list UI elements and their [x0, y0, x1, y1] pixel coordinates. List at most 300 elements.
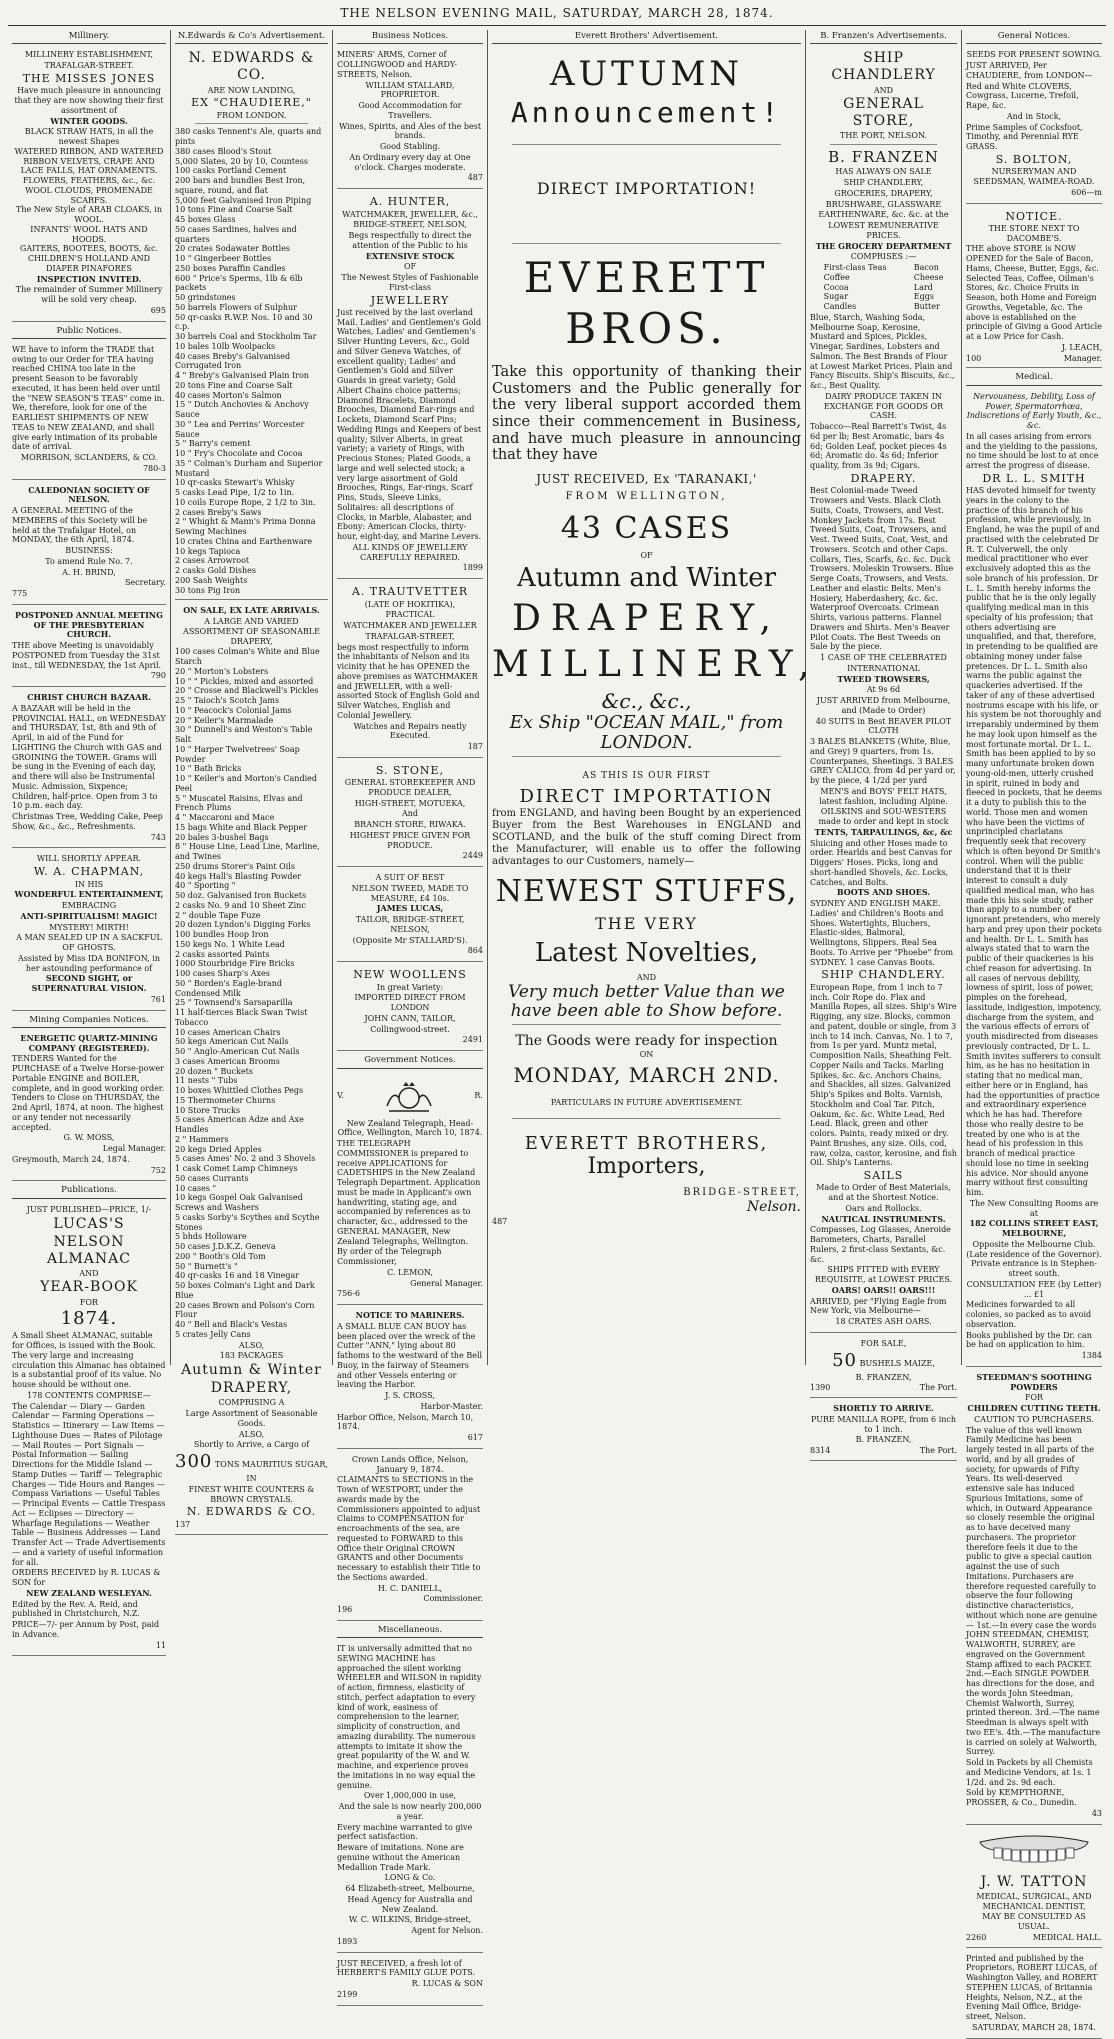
ad-line: A SUIT OF BEST — [375, 873, 445, 883]
ad-signature: B. FRANZEN, — [855, 1435, 912, 1445]
ad-line: TRAFALGAR-STREET, — [365, 631, 455, 641]
ad-line: PURE MANILLA ROPE, from 6 inch to 1 inch. — [810, 1414, 957, 1434]
ad-line: MILLINERY ESTABLISHMENT, — [24, 50, 154, 60]
list-item: 600 " Price's Sperms, 1lb & 6lb packets — [175, 273, 303, 293]
ad-line: Harbor Office, Nelson, March 10, 1874. — [337, 1412, 474, 1432]
list-item: 20 " Crosse and Blackwell's Pickles — [175, 686, 319, 696]
ad-line: Secretary. — [124, 578, 166, 588]
list-item: 45 boxes Glass — [175, 215, 236, 225]
ad-number: 137 — [175, 1519, 191, 1529]
address-line: BRIDGE-STREET, — [683, 1187, 801, 1199]
list-item: 10 " Gingerbeer Bottles — [175, 254, 272, 264]
everett-body: Take this opportunity of thanking their Customers and the Public generally for the very liberal support accorded them since their commencement in Business, and have much pleasure in announcing that they have — [492, 363, 801, 464]
list-item: 2 " Hammers — [175, 1134, 229, 1144]
steedman-advert — [966, 1370, 1102, 1825]
ad-line: Opposite the Melbourne Club. (Late residence of the Governor). Private entrance is in Stephen-street south. — [966, 1239, 1102, 1279]
ad-title: SAILS — [863, 1169, 904, 1183]
ad-line: SHIP CHANDLERY, — [843, 178, 924, 188]
ad-line: COMPRISES :— — [850, 252, 917, 262]
ad-title: N. EDWARDS & CO. — [188, 50, 315, 84]
ad-number: 2449 — [462, 851, 483, 861]
list-item: 1 cask Comet Lamp Chimneys — [175, 1164, 298, 1174]
ad-line: The Port. — [919, 1446, 957, 1456]
ad-line: 1 CASE OF THE CELEBRATED — [820, 653, 947, 663]
list-item: Eggs — [913, 292, 934, 302]
bazaar-notice — [12, 690, 166, 848]
lucas-tailor-advert — [337, 870, 483, 962]
list-item: 100 cases Sharp's Axes — [175, 969, 270, 979]
ad-line: Oars and Rollocks. — [845, 1203, 922, 1213]
ad-line: And the sale is now nearly 200,000 a year. — [338, 1802, 482, 1821]
millinery-heading: MILLINERY, — [492, 643, 820, 685]
list-item: 100 cases Colman's White and Blue Starch — [175, 647, 320, 667]
ad-title: S. STONE, — [375, 763, 445, 777]
list-item: Sugar — [823, 292, 848, 302]
ad-title: SHIP CHANDLERY — [831, 50, 936, 84]
section-heading: Government Notices. — [337, 1054, 483, 1068]
ad-line: Harbor-Master. — [420, 1401, 483, 1411]
list-item: 5 bhds Holloware — [175, 1232, 247, 1242]
ad-body: A Small Sheet ALMANAC, suitable for Offices, is issued with the Book. The very large and increasing circulation this Almanac has obtained is a substantial proof of its value. No house should be without one. — [12, 1331, 166, 1390]
list-item: 50 cases Sardines, halves and quarters — [175, 224, 297, 244]
ad-title: CALEDONIAN SOCIETY OF NELSON. — [28, 484, 150, 505]
ad-signature: R. LUCAS & SON — [411, 1979, 483, 1989]
ad-body: In all cases arising from errors and the yielding to the passions, no time should be lost to at once arrest the progress of disease. — [966, 431, 1099, 471]
columns — [8, 30, 1106, 2032]
ad-line: The New Consulting Rooms are at — [969, 1198, 1099, 1218]
of-line: OF — [640, 551, 653, 561]
ad-line: LOWEST REMUNERATIVE PRICES. — [828, 221, 939, 240]
ad-body: Sluicing and other Hoses made to order. Hearlds and best Canvas for Diggers' Hoses. Picks, long and short-handled Shovels, &c. Locks, Catches, and Bolts. — [810, 838, 953, 887]
column-business — [333, 30, 488, 1999]
ad-title: THE MISSES JONES — [22, 71, 156, 85]
list-item: GAITERS, BOOTEES, BOOTS, &c. — [19, 244, 159, 254]
crown-lands-notice — [337, 1452, 483, 1621]
ad-body: A GENERAL MEETING of the MEMBERS of this Society will be held at the Trafalgar Hotel, on MONDAY, the 6th April, 1874. — [12, 506, 148, 545]
rule — [830, 144, 937, 145]
ad-line: BRANCH STORE, RIWAKA. — [354, 820, 466, 830]
ad-number: 790 — [150, 671, 166, 681]
ad-body: A BAZAAR will be held in the PROVINCIAL HALL, on WEDNESDAY and THURSDAY, 1st, 8th and 9th of April, in aid of the Fund for LIGHTING the Church with GAS and GROINING the TOWER. Grams will be sung in the Evening of each day, and there will also be Instrumental Music. Admission, Sixpence; Children, half-price. Open from 3 to 10 p.m. each day. — [12, 703, 166, 811]
ad-line: THE GROCERY DEPARTMENT — [815, 240, 952, 251]
ad-line: NURSERYMAN AND SEEDSMAN, WAIMEA-ROAD. — [973, 167, 1095, 187]
ad-line: GROCERIES, DRAPERY, — [834, 188, 933, 198]
list-item: INFANTS' WOOL HATS AND HOODS. — [30, 224, 148, 244]
ad-line: At 9s 6d — [866, 685, 901, 695]
jones-advert — [12, 47, 166, 321]
list-item: WOOL CLOUDS, PROMENADE SCARFS. — [25, 185, 153, 205]
everett-signature: EVERETT BROTHERS, — [524, 1132, 769, 1154]
telegraph-notice — [337, 1072, 483, 1306]
ad-line: HIGHEST PRICE GIVEN FOR PRODUCE. — [349, 830, 471, 850]
energetic-notice — [12, 1031, 166, 1182]
item-list — [824, 263, 887, 312]
ad-title: CHRIST CHURCH BAZAAR. — [27, 692, 151, 703]
sewing-machine-advert — [337, 1641, 483, 1953]
direct-importation-line: DIRECT IMPORTATION — [519, 785, 774, 807]
rule — [195, 123, 308, 124]
list-item: 250 drums Storer's Paint Oils — [175, 861, 295, 871]
item-list — [175, 647, 328, 1339]
ad-line: In great Variety: — [376, 982, 444, 992]
ad-number: 187 — [467, 742, 483, 752]
ad-line: EXTENSIVE STOCK — [365, 250, 455, 261]
list-item: 5 casks Sorby's Scythes and Scythe Stones — [175, 1212, 320, 1232]
ad-line: A LARGE AND VARIED ASSORTMENT OF SEASONABLE DRAPERY, — [183, 617, 320, 646]
column-heading: General Notices. — [966, 30, 1102, 44]
ad-body: Books published by the Dr. can be had on application to him. — [966, 1330, 1092, 1350]
ad-line: FROM LONDON. — [216, 110, 287, 120]
ad-line: Commissioner. — [423, 1594, 483, 1604]
ad-body: THE above STORE is NOW OPENED for the Sale of Bacon, Hams, Cheese, Butter, Eggs, &c. Selected Teas, Coffee, Oilman's Stores, &c. Choice Fruits in Season, both Home and Foreign Growths, Vegetable, &c. The above is established on the principle of Giving a Good Article at a Low Price for Cash. — [966, 244, 1102, 342]
ad-body: Just received by the last overland Mail. Ladies' and Gentlemen's Gold Watches, Ladies' and Gentlemen's Silver Hunting Levers, &c., Gold and Silver Geneva Watches, of excellent quality; Ladies' and Gentlemen's Gold and Silver Guards in great variety; Gold Albert Chains choice patterns; Diamond Bracelets, Diamond Brooches, Diamond Ear-rings and Lockets, Diamond Scarf Pins; Wedding Rings and Keepers of best quality; Silver Alberts, in great variety; a variety of Rings, with Precious Stones; Plated Goods, a large and well selected stock; a very large assortment of Gold Brooches, Rings, Ear-rings, Scarf Pins, Studs, Sleeve Links, Solitaires: all descriptions of Clocks, in Marble, Alabaster, and Ebony: American Clocks, thirty-hour, eight-day, and Marine Levers. — [337, 307, 482, 542]
ad-title: SHORTLY TO ARRIVE. — [833, 1403, 934, 1414]
list-item: 10 " Fry's Chocolate and Cocoa — [175, 449, 303, 459]
ad-title: NELSON ALMANAC — [47, 1233, 131, 1267]
ad-line: NEW ZEALAND WESLEYAN. — [26, 1587, 152, 1598]
list-item: Candles — [823, 302, 857, 312]
ad-body: Assisted by Miss IDA BONIFON, in her astounding performance of — [18, 953, 160, 973]
list-item: Coffee — [823, 272, 850, 282]
ad-line: 64 Elizabeth-street, Melbourne, — [345, 1884, 475, 1894]
list-item: Cheese — [913, 272, 944, 282]
list-item: 15 Thermometer Churns — [175, 1095, 276, 1105]
maize-number: 50 — [832, 1349, 858, 1371]
ad-signature: N. EDWARDS & CO. — [186, 1505, 317, 1519]
ad-number: 617 — [467, 1433, 483, 1442]
column-heading: Millinery. — [12, 30, 166, 44]
list-item: 50 " Burnett's " — [175, 1261, 238, 1271]
list-item: 5 " Muscatel Raisins, Elvas and French Plums — [175, 793, 303, 813]
list-item: 3 cases American Brooms — [175, 1056, 280, 1066]
ad-body: Have much pleasure in announcing that they are now showing their first assortment of — [14, 86, 164, 115]
list-item: 25 " Taioch's Scotch Jams — [175, 696, 280, 706]
autumn-title: AUTUMN — [549, 54, 744, 95]
ad-line: BUSINESS: — [65, 546, 113, 556]
ad-line: OF — [403, 262, 417, 272]
nelson-line: Nelson. — [746, 1199, 801, 1216]
list-item: 20 kegs Dried Apples — [175, 1144, 262, 1154]
list-item: 10 Store Trucks — [175, 1105, 241, 1115]
list-item: 50 kegs American Cut Nails — [175, 1037, 289, 1047]
list-item: 5,000 Slates, 20 by 10, Countess — [175, 156, 308, 166]
list-item: WATERED RIBBON, AND WATERED RIBBON VELVETS, CRAPE AND LACE FALLS, HAT ORNAMENTS. — [14, 146, 164, 176]
list-item: 10 crates China and Earthenware — [175, 536, 313, 546]
ad-line: Agent for Nelson. — [411, 1926, 483, 1936]
list-item: 20 cases Brown and Polson's Corn Flour — [175, 1300, 315, 1320]
ad-line: Beware of imitations. None are genuine without the American Medallion Trade Mark. — [337, 1843, 464, 1872]
ad-body: TENDERS Wanted for the PURCHASE of a Twelve Horse-power Portable ENGINE and BOILER, complete, and in good working order. Tenders to Close on THURSDAY, the 2nd April, 1874, at noon. The highest or any tender not necessarily accepted. — [12, 1054, 165, 1132]
woollens-advert — [337, 965, 483, 1051]
ad-body: Compasses, Log Glasses, Aneroide Barometers, Charts, Parallel Rulers, 2 first-class Sextants, &c. &c. — [810, 1225, 951, 1264]
ad-number: 695 — [150, 305, 166, 315]
ad-number: 775 — [12, 589, 28, 599]
ad-line: ALSO, — [238, 1429, 265, 1439]
list-item: Butter — [913, 302, 940, 312]
list-item: 15 " Dutch Anchovies & Anchovy Sauce — [175, 400, 309, 420]
ad-line: 18 CRATES ASH OARS. — [835, 1317, 932, 1327]
ad-line: A MAN SEALED UP IN A SACKFUL OF GHOSTS. — [16, 933, 162, 953]
ad-line: And — [401, 809, 419, 819]
list-item: 11 nests " Tubs — [175, 1076, 238, 1086]
ad-number: 487 — [492, 1216, 508, 1226]
ad-line: FOR SALE, — [860, 1338, 907, 1348]
almanac-advert — [12, 1202, 166, 1657]
ad-line: AND — [873, 85, 894, 95]
column-edwards — [171, 30, 333, 1529]
list-item: 10 cases American Chairs — [175, 1027, 281, 1037]
autumn-winter-heading: Autumn and Winter — [516, 563, 777, 594]
ad-line: ARE NOW LANDING, — [207, 85, 296, 95]
ad-number: 606—m — [1071, 187, 1102, 197]
list-item: 40 cases Morton's Salmon — [175, 390, 282, 400]
ad-line: Over 1,000,000 in use, — [363, 1791, 457, 1801]
item-list — [175, 127, 328, 595]
ad-line: PRACTICAL — [385, 610, 435, 620]
list-item: 50 " Borden's Eagle-brand Condensed Milk — [175, 978, 283, 998]
column-millinery — [8, 30, 171, 1650]
ad-title: POSTPONED ANNUAL MEETING OF THE PRESBYTERIAN CHURCH. — [15, 609, 163, 640]
ad-body: A SMALL BLUE CAN BUOY has been placed over the wreck of the Cutter "ANN," lying about 80 fathoms to the westward of the Bell Buoy, in the fairway of Steamers and other Vessels entering or leaving the Harbor. — [337, 1321, 483, 1390]
ad-body: The Calendar — Diary — Garden Calendar — Farming Operations — Statistics — Itinerary — Law Items — Lighthouse Dues — Rates of Pilotage — Mail Routes — Port Signals — Postal Information — Sailing Directions for the Middle Island — Stamp Duties — Tariff — Telegraphic Charges — Tide Hours and Ranges — Compass Variations — Useful Tables — Principal Events — Cattle Trespass Act — Eclipses — Directory — Wharfage Regulations — Weather Table — Business Addresses — Land Transfer Act — Trade Advertisements — and a variety of useful information for all. — [12, 1401, 166, 1567]
rule — [512, 144, 781, 145]
direct-importation-heading: DIRECT IMPORTATION! — [536, 178, 757, 198]
ad-signature: MORRISON, SCLANDERS, & CO. — [20, 453, 158, 463]
ad-line: MEN'S and BOYS' FELT HATS, latest fashion, including Alpine. — [819, 786, 948, 806]
ad-line: By order of the Telegraph Commissioner, — [337, 1247, 442, 1266]
ad-line: THE STORE NEXT TO DACOMBE'S. — [988, 223, 1080, 243]
list-item: First-class Teas — [823, 263, 887, 273]
ad-line: And in Stock, — [1006, 111, 1062, 121]
section-heading: Miscellaneous. — [337, 1624, 483, 1638]
list-item: 5 casks Lead Pipe, 1/2 to 1in. — [175, 488, 295, 498]
ad-line: MEDICAL HALL. — [1032, 1932, 1102, 1942]
ad-body: ORDERS RECEIVED by R. LUCAS & SON for — [12, 1568, 161, 1588]
list-item: 50 grindstones — [175, 293, 236, 303]
ad-signature: B. FRANZEN, — [855, 1372, 912, 1382]
ad-line: BUSHELS MAIZE, — [859, 1358, 935, 1368]
column-general — [962, 30, 1106, 2032]
ad-number: 487 — [467, 173, 483, 183]
maize-advert — [810, 1336, 957, 1398]
list-item: 8 " House Line, Lead Line, Marline, and Twines — [175, 842, 320, 862]
ad-number: 756-6 — [337, 1289, 361, 1299]
royal-v: V. — [337, 1090, 344, 1100]
list-item: 10 " Keiler's and Morton's Candied Peel — [175, 774, 317, 793]
ad-line: General Manager. — [410, 1278, 483, 1288]
etc-line: &c., &c., — [601, 688, 692, 713]
ad-line: COMPRISING A — [218, 1398, 285, 1408]
ad-line: Made to Order of Best Materials, and at the Shortest Notice. — [816, 1183, 951, 1203]
list-item: 10 kegs Tapioca — [175, 546, 241, 556]
ad-title: NOTICE. — [1005, 209, 1063, 223]
ad-line: INTERNATIONAL — [847, 663, 920, 673]
ad-line: SECOND SIGHT, or SUPERNATURAL VISION. — [31, 973, 147, 994]
ad-body: ARRIVED, per "Flying Eagle from New York, via Melbourne— — [810, 1296, 947, 1316]
list-item: 200 Sash Weights — [175, 575, 248, 585]
ship-line: Ex Ship "OCEAN MAIL," from LONDON. — [509, 712, 784, 753]
ad-number: 196 — [337, 1605, 353, 1614]
ad-line: IN HIS — [74, 879, 104, 889]
ad-line: OARS! OARS!! OARS!!! — [831, 1284, 936, 1295]
list-item: 40 qr-casks 16 and 18 Vinegar — [175, 1271, 300, 1281]
smith-advert — [966, 389, 1102, 1367]
ad-title: Autumn & Winter — [181, 1362, 322, 1379]
postponed-notice — [12, 608, 166, 687]
list-item: 10 boxes Whittled Clothes Pegs — [175, 1086, 304, 1096]
ad-title: JEWELLERY — [370, 293, 450, 307]
ad-line: 40 SUITS in Best BEAVER PILOT CLOTH — [815, 716, 952, 736]
ad-line: Greymouth, March 24, 1874. — [12, 1154, 130, 1164]
ad-line: (LATE OF HOKITIKA), — [364, 599, 456, 609]
ad-body: Tobacco—Real Barrett's Twist, 4s 6d per lb; Best Aromatic, bars 4s 6d; Golden Leaf, pocket pieces 4s 6d; Aromatic do. 4s 6d; Inferior quality, from 3s 9d; Cigars. — [810, 422, 947, 471]
ad-line: Good Accommodation for Travellers. — [358, 101, 462, 120]
ad-number: 743 — [150, 832, 166, 842]
list-item: Cocoa — [823, 282, 849, 292]
list-item: 10 " " Pickles, mixed and assorted — [175, 676, 314, 686]
list-item: 30 barrels Coal and Stockholm Tar — [175, 332, 317, 342]
ad-number: 761 — [150, 994, 166, 1004]
ad-body: HAS devoted himself for twenty years in the colony to the practice of this branch of his profession, while previously, in England, he was the pupil of and practised with the celebrated Dr R. T. Culverwell, the only medical practitioner who ever exclusively adopted this as the sole branch of his profession. Dr L. L. Smith hereby informs the public that he is the only legally qualifying medical man in this specialty of his profession; that others advertising are unqualified, and that, therefore, in pretending to be qualified are obtaining money under false pretences. Dr L. L. Smith also warns the public against the quackeries advertised. If the taker of any of these advertised nostrums escape with his life, or his system be not thoroughly and irreparably undermined by them he may look upon himself as the most fortunate mortal. Dr L. L. Smith has been applied to by so many unfortunate broken down young-old-men, utterly crushed in spirit, ruined in body and fleeced in pockets, that he deems it a duty to publish this to the world. Those men and women who have been the victims of unprincipled charlatans frequently seek that recovery which is often beyond Dr Smith's control. When will the public understand that it is their interest to consult a duly qualified medical man, who has made this his sole study, rather than apply to a number of ignorant pretenders, who merely harp and prey upon their pockets and health. Dr L. L. Smith has always stated that to warn the public of their quackeries is his chief reason for advertising. In all cases of nervous debility, lowness of spirit, loss of power, pimples on the forehead, lassitude, indigestion, impotency, discharge from the system, and the various effects of errors of youth misdirected from diseases previously contracted, Dr L. L. Smith invites sufferers to consult him, as he has no hesitation in stating that no medical man, either here or in England, has had the opportunities of practice and extraordinary experience which he has had. Therefore those who really desire to be treated by one who is at the head of his profession in this branch of medical practice should lose no time in seeking his advice. Nor should anyone marry without first consulting him. — [966, 486, 1102, 1198]
list-item: 20 tons Fine and Coarse Salt — [175, 380, 293, 390]
ad-number: 1899 — [462, 563, 483, 573]
ad-line: OILSKINS and SOU-WESTERS made to order and kept in stock — [818, 807, 949, 827]
ad-number: 1384 — [1081, 1351, 1102, 1361]
list-item: 50 " Anglo-American Cut Nails — [175, 1047, 300, 1057]
list-item: 40 " Bell and Black's Vestas — [175, 1320, 288, 1330]
ad-line: TONS MAURITIUS SUGAR, — [214, 1460, 328, 1470]
dentures-icon — [974, 1834, 1094, 1870]
column-heading: Everett Brothers' Advertisement. — [492, 30, 801, 44]
from-line: FROM WELLINGTON, — [565, 490, 728, 502]
ad-number: 11 — [155, 1640, 166, 1650]
list-item: 50 cases J.D.K.Z. Geneva — [175, 1242, 276, 1252]
ad-number: 2260 — [966, 1932, 987, 1942]
ad-line: BRUSHWARE, GLASSWARE — [825, 199, 942, 209]
list-item: The New Style of ARAB CLOAKS, in WOOL. — [16, 205, 162, 225]
ad-line: Every machine warranted to give perfect satisfaction. — [337, 1822, 473, 1842]
list-item: 1000 Stourbridge Fire Bricks — [175, 959, 295, 969]
ad-signature: S. BOLTON, — [995, 152, 1073, 166]
ad-line: SHIPS FITTED with EVERY REQUISITE, at LOWEST PRICES. — [814, 1265, 953, 1285]
ad-number: 2491 — [462, 1035, 483, 1045]
ad-body: CLAIMANTS to SECTIONS in the Town of WESTPORT, under the awards made by the Commissioners appointed to adjust Claims to COMPENSATION for encroachments of the sea, are requested to FORWARD to this Office their Original CROWN GRANTS and other Documents necessary to establish their Title to the Sections awarded. — [337, 1475, 481, 1582]
ad-line: WATCHMAKER, JEWELLER, &c., — [342, 209, 478, 219]
ad-line: Legal Manager. — [102, 1144, 166, 1154]
ad-line: Head Agency for Australia and New Zealand. — [347, 1894, 473, 1914]
ad-line: The Port. — [919, 1383, 957, 1393]
item-list — [914, 263, 944, 312]
ad-body: The remainder of Summer Millinery will be sold very cheap. — [15, 285, 163, 305]
ad-body: IT is universally admitted that no SEWING MACHINE has approached the silent working WHEELER and WILSON in rapidity of action, firmness, elasticity of stitch, perfect adaptation to every kind of work, easiness of comprehension to the learner, simplicity of construction, and amazing durability. The numerous attempts to imitate it show the great popularity of the W. and W. machine, and experience proves the imitations in no way equal the genuine. — [337, 1644, 482, 1790]
ad-line: Begs respectfully to direct the attention of the Public to his — [348, 231, 472, 250]
ad-line: To amend Rule No. 7. — [45, 556, 133, 566]
item-list — [12, 127, 166, 273]
list-item: 4 " Maccaroni and Mace — [175, 813, 275, 823]
ad-line: MEDICAL, SURGICAL, AND MECHANICAL DENTIST, — [976, 1891, 1092, 1911]
ad-body: Best Colonial-made Tweed Trowsers and Vests. Black Cloth Suits, Coats, Trowsers, and Vest. Monkey Jackets from 17s. Best Tweed Suits, Coat, Trowsers, and Vest. Tweed Suits, Coat, Vest, and Trowsers. Scotch and other Caps. Collars, Ties, Scarfs, &c. &c. Duck Trowsers. Moleskin Trowsers. Blue Serge Coats, Trowsers, and Vests. Leather and elastic Belts. Men's Hosiery, Haberdashery, &c. &c. Waterproof Overcoats. Crimean Shirts, various patterns. Flannel Drawers and Shirts. Men's Beaver Pilot Coats. The Best Tweeds on Sale by the piece. — [810, 486, 954, 652]
ad-title: W. A. CHAPMAN, — [33, 865, 145, 879]
ad-line: Wines, Spirits, and Ales of the best brands. — [338, 121, 482, 141]
ad-body: begs most respectfully to inform the inhabitants of Nelson and its vicinity that he has OPENED the above premises as WATCHMAKER and JEWELLER, with a well-assorted Stock of English Gold and Silver Watches, English and Colonial Jewellery. — [337, 642, 480, 720]
ad-line: CONSULTATION FEE (by Letter) ... £1 — [966, 1279, 1102, 1299]
ad-number: 864 — [467, 946, 483, 956]
ad-signature: A. H. BRIND, — [62, 567, 116, 577]
list-item: CHILDREN'S HOLLAND AND DIAPER PINAFORES — [27, 254, 151, 273]
ad-line: THE PORT, NELSON. — [840, 131, 927, 141]
list-item: 30 " Dunnell's and Weston's Table Salt — [175, 725, 313, 745]
chapman-advert — [12, 851, 166, 1010]
rule — [512, 756, 781, 757]
ad-title: A. HUNTER, — [369, 195, 451, 209]
ad-line: Collingwood-street. — [370, 1024, 450, 1034]
ad-line: JUST PUBLISHED—PRICE, 1/- — [26, 1204, 152, 1214]
ad-line: EARTHENWARE, &c. &c. at the — [818, 210, 949, 220]
ad-line: INSPECTION INVITED. — [36, 273, 142, 284]
ad-body: Sold by KEMPTHORNE, PROSSER, & Co., Dunedin. — [966, 1788, 1077, 1808]
masthead: THE NELSON EVENING MAIL, SATURDAY, MARCH 28, 1874. — [8, 6, 1106, 26]
everett-details: from ENGLAND, and having been Bought by an experienced Buyer from the Best Warehouses in ENGLAND and SCOTLAND, and the bulk of the stuff coming Direct from the Manufacturer, will enable us to offer the following advantages to our Customers, namely— — [492, 807, 801, 867]
tea-notice — [12, 342, 166, 480]
ad-body: WE have to inform the TRADE that owing to our Order for TEA having reached CHINA too late in the present Season to be favorably executed, it has been held over until the "NEW SEASON'S TEAS" come in. We, therefore, look for one of the EARLIEST SHIPMENTS OF NEW TEAS to NEW ZEALAND, and shall give early intimation of its probable date of arrival. — [12, 344, 165, 452]
rule — [512, 243, 781, 244]
list-item: 20 " Keiler's Marmalade — [175, 715, 274, 725]
list-item: 25 " Townsend's Sarsaparilla — [175, 998, 293, 1008]
list-item: 50 cases Currants — [175, 1173, 249, 1183]
ad-line: (Opposite Mr STALLARD'S). — [352, 935, 468, 945]
ad-signature: J. S. CROSS, — [385, 1391, 435, 1400]
ad-title: STEEDMAN'S SOOTHING POWDERS — [976, 1371, 1092, 1392]
list-item: 11 half-tierces Black Swan Twist Tobacco — [175, 1008, 308, 1027]
list-item: 10 tons Fine and Coarse Salt — [175, 205, 293, 215]
ad-body: THE above Meeting is unavoidably POSTPONED from Tuesday the 31st inst., till WEDNESDAY, the 1st April. — [12, 641, 162, 670]
ad-line: HAS ALWAYS ON SALE — [835, 167, 932, 177]
list-item: BLACK STRAW HATS, in all the newest Shapes — [24, 127, 154, 147]
list-item: 50 qr-casks R.W.P. Nos. 10 and 30 c.p. — [175, 312, 313, 332]
section-heading: Public Notices. — [12, 325, 166, 339]
ad-line: Large Assortment of Seasonable Goods. — [185, 1409, 318, 1428]
newest-stuffs-heading: NEWEST STUFFS, — [495, 873, 798, 909]
list-item: 5 crates Jelly Cans — [175, 1329, 251, 1339]
ad-signature: H. C. DANIELL, — [377, 1583, 443, 1593]
ad-line: WATCHMAKER AND JEWELLER — [343, 621, 477, 631]
ad-title: LUCAS'S — [53, 1215, 125, 1232]
importers-line: Importers, — [587, 1154, 706, 1180]
list-item: 10 " Peacock's Colonial Jams — [175, 705, 292, 715]
column-heading: N.Edwards & Co's Advertisement. — [175, 30, 328, 44]
ad-number: 752 — [150, 1165, 166, 1175]
ad-signature: WILLIAM STALLARD, PROPRIETOR. — [365, 80, 455, 100]
ad-signature: J. LEACH, — [1061, 342, 1102, 352]
royal-crest-icon — [379, 1076, 439, 1116]
list-item: 10 qr-casks Stewart's Whisky — [175, 478, 295, 488]
section-heading: Medical. — [966, 371, 1102, 385]
ad-title: DR L. L. SMITH — [982, 471, 1086, 485]
ad-line: WONDERFUL ENTERTAINMENT, — [14, 889, 164, 900]
list-item: 5 cases Ames' No. 2 and 3 Shovels — [175, 1154, 316, 1164]
received-line: JUST RECEIVED, Ex 'TARANAKI,' — [536, 472, 757, 486]
ad-line: MAY BE CONSULTED AS USUAL. — [982, 1912, 1086, 1932]
ad-body: JUST RECEIVED, a fresh lot of HERBERT'S FAMILY GLUE POTS. — [337, 1958, 476, 1978]
list-item: 2 " double Tape Fuze — [175, 910, 261, 920]
ad-body: Sold in Packets by all Chemists and Medicine Vendors, at 1s. 1 1/2d. and 2s. 9d each. — [966, 1758, 1093, 1787]
list-item: 150 kegs No. 1 White Lead — [175, 939, 285, 949]
manilla-rope-advert — [810, 1401, 957, 1461]
hunter-advert — [337, 192, 483, 579]
ad-line: EMBRACING — [61, 901, 117, 911]
ad-line: 182 COLLINS STREET EAST, MELBOURNE, — [969, 1218, 1099, 1239]
ad-body: Red and White CLOVERS, Cowgrass, Lucerne, Trefoil, Rape, &c. — [966, 81, 1079, 111]
